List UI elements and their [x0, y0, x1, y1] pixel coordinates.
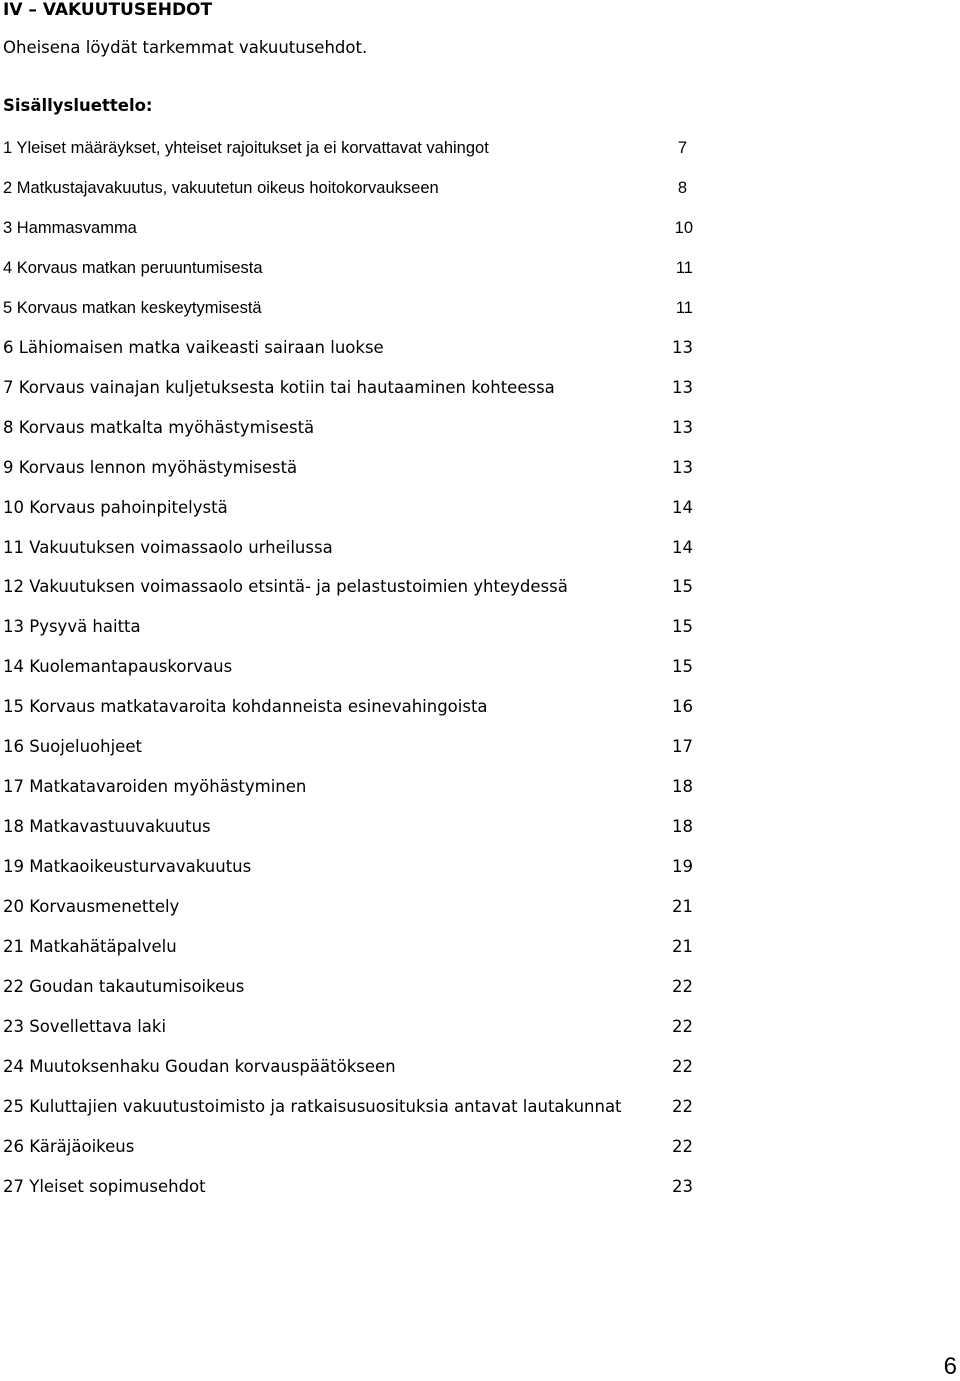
toc-entry-page: 22 — [672, 1057, 693, 1076]
toc-entry-label: 27 Yleiset sopimusehdot — [3, 1177, 206, 1196]
toc-entry-page: 11 — [675, 299, 693, 317]
toc-entry-page: 13 — [672, 418, 693, 437]
toc-entry — [3, 458, 693, 478]
toc-entry-label: 11 Vakuutuksen voimassaolo urheilussa — [3, 538, 333, 557]
toc-entry — [3, 1177, 693, 1197]
toc-entry-page: 21 — [672, 897, 693, 916]
toc-entry-label: 22 Goudan takautumisoikeus — [3, 977, 245, 996]
toc-entry-label: 15 Korvaus matkatavaroita kohdanneista esinevahingoista — [3, 697, 488, 716]
toc-entry-page: 18 — [672, 817, 693, 836]
toc-entry — [3, 577, 693, 597]
toc-entry — [3, 138, 693, 158]
toc-entry — [3, 298, 693, 318]
toc-entry-page: 14 — [672, 538, 693, 557]
toc-entry — [3, 498, 693, 518]
toc-entry — [3, 977, 693, 997]
toc-title: Sisällysluettelo: — [3, 96, 153, 115]
toc-entry-label: 7 Korvaus vainajan kuljetuksesta kotiin tai hautaaminen kohteessa — [3, 378, 555, 397]
toc-entry — [3, 737, 693, 757]
toc-entry-label: 18 Matkavastuuvakuutus — [3, 817, 211, 836]
toc-entry-label: 26 Käräjäoikeus — [3, 1137, 135, 1156]
toc-entry — [3, 258, 693, 278]
page-number: 6 — [943, 1353, 957, 1380]
toc-entry-page: 11 — [675, 259, 693, 277]
toc-entry — [3, 1017, 693, 1037]
toc-entry-page: 13 — [672, 378, 693, 397]
toc-entry — [3, 657, 693, 677]
toc-entry — [3, 857, 693, 877]
toc-entry — [3, 378, 693, 398]
toc-entry — [3, 338, 693, 358]
toc-entry-page: 17 — [672, 737, 693, 756]
toc-entry — [3, 178, 693, 198]
toc-entry-page: 14 — [672, 498, 693, 517]
toc-entry-label: 17 Matkatavaroiden myöhästyminen — [3, 777, 307, 796]
toc-entry-page: 15 — [672, 577, 693, 596]
toc-entry-label: 4 Korvaus matkan peruuntumisesta — [3, 259, 263, 277]
toc-entry-label: 1 Yleiset määräykset, yhteiset rajoitukset ja ei korvattavat vahingot — [3, 139, 489, 157]
toc-entry-label: 14 Kuolemantapauskorvaus — [3, 657, 233, 676]
toc-entry-page: 19 — [672, 857, 693, 876]
toc-entry-page: 22 — [672, 1137, 693, 1156]
toc-entry-label: 24 Muutoksenhaku Goudan korvauspäätökseen — [3, 1057, 396, 1076]
toc-entry-page: 15 — [672, 657, 693, 676]
toc-entry-label: 6 Lähiomaisen matka vaikeasti sairaan luokse — [3, 338, 384, 357]
toc-entry-label: 13 Pysyvä haitta — [3, 617, 141, 636]
intro-text: Oheisena löydät tarkemmat vakuutusehdot. — [3, 38, 368, 57]
toc-entry-label: 16 Suojeluohjeet — [3, 737, 142, 756]
toc-entry-label: 9 Korvaus lennon myöhästymisestä — [3, 458, 298, 477]
toc-entry-page: 13 — [672, 338, 693, 357]
toc-entry-label: 3 Hammasvamma — [3, 219, 137, 237]
toc-entry-label: 2 Matkustajavakuutus, vakuutetun oikeus hoitokorvaukseen — [3, 179, 439, 197]
toc-entry — [3, 538, 693, 558]
toc-entry-page: 22 — [672, 977, 693, 996]
toc-entry — [3, 777, 693, 797]
toc-entry-label: 20 Korvausmenettely — [3, 897, 180, 916]
toc-entry-page: 18 — [672, 777, 693, 796]
toc-entry — [3, 1137, 693, 1157]
toc-entry-label: 10 Korvaus pahoinpitelystä — [3, 498, 228, 517]
toc-entry — [3, 1097, 693, 1117]
toc-entry-label: 5 Korvaus matkan keskeytymisestä — [3, 299, 262, 317]
toc-entry-page: 21 — [672, 937, 693, 956]
section-heading: IV – VAKUUTUSEHDOT — [3, 0, 213, 20]
toc-entry-label: 23 Sovellettava laki — [3, 1017, 167, 1036]
toc-entry-page: 15 — [672, 617, 693, 636]
toc-entry-page: 16 — [672, 697, 693, 716]
toc-entry-page: 22 — [672, 1097, 693, 1116]
toc-entry — [3, 617, 693, 637]
toc-entry — [3, 817, 693, 837]
toc-entry — [3, 418, 693, 438]
toc-entry-page: 13 — [672, 458, 693, 477]
toc-entry-page: 23 — [672, 1177, 693, 1196]
toc-entry-page: 22 — [672, 1017, 693, 1036]
toc-entry-label: 8 Korvaus matkalta myöhästymisestä — [3, 418, 315, 437]
toc-entry — [3, 937, 693, 957]
toc-entry-label: 19 Matkaoikeusturvavakuutus — [3, 857, 252, 876]
toc-entry — [3, 897, 693, 917]
toc-entry-label: 12 Vakuutuksen voimassaolo etsintä- ja pelastustoimien yhteydessä — [3, 577, 568, 596]
toc-entry-label: 21 Matkahätäpalvelu — [3, 937, 177, 956]
toc-entry-page: 7 — [677, 139, 687, 157]
toc-entry-label: 25 Kuluttajien vakuutustoimisto ja ratkaisusuosituksia antavat lautakunnat — [3, 1097, 622, 1116]
toc-entry-page: 8 — [677, 179, 687, 197]
toc-entry — [3, 1057, 693, 1077]
toc-entry — [3, 697, 693, 717]
toc-entry-page: 10 — [674, 219, 693, 237]
toc-entry — [3, 218, 693, 238]
